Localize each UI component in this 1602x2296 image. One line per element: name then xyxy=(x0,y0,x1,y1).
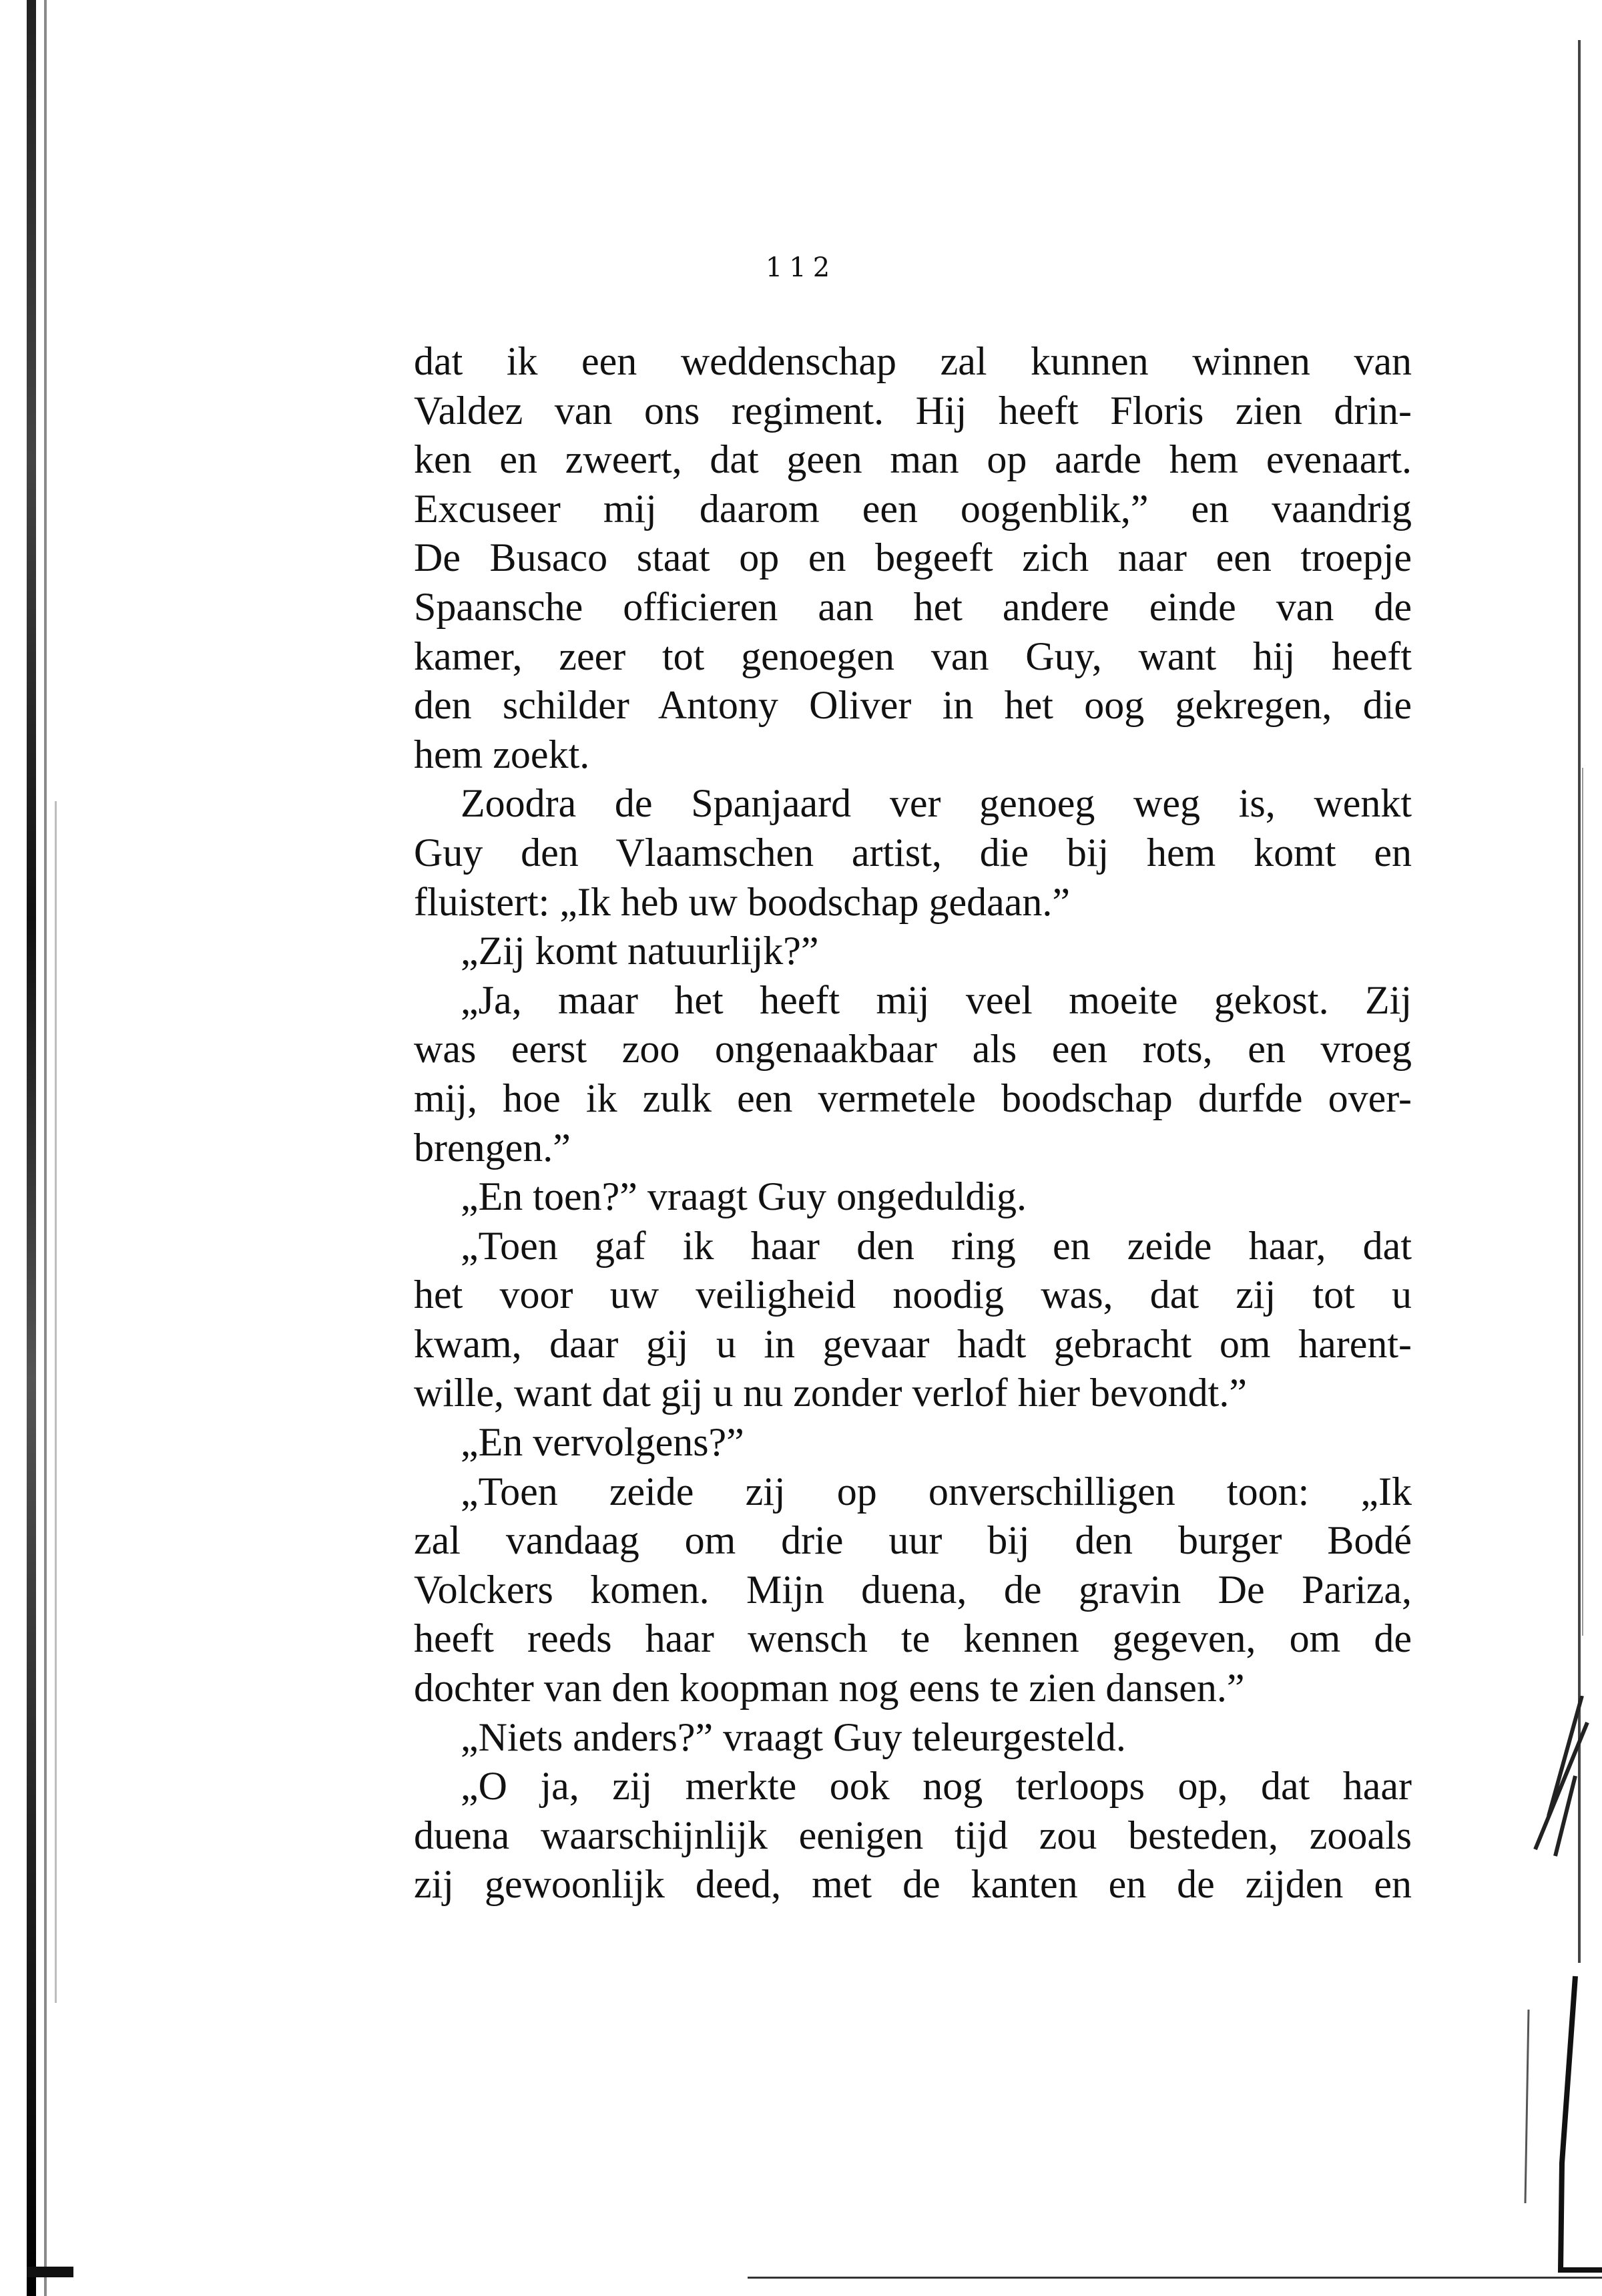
scan-edge-right-faint xyxy=(1582,768,1583,1636)
text-line: dochter van den koopman nog eens te zien dansen.” xyxy=(414,1666,1245,1710)
scan-edge-left-shadow xyxy=(44,0,47,2296)
scan-corner-marks xyxy=(1509,1696,1602,2283)
text-line: dat ik een weddenschap zal kunnen winnen van xyxy=(414,339,1412,383)
text-line: „En toen?” vraagt Guy ongeduldig. xyxy=(461,1174,1027,1219)
scan-edge-right xyxy=(1578,40,1581,1963)
scan-edge-left-faint xyxy=(55,801,57,2003)
text-line: kwam, daar gij u in gevaar hadt gebracht om harent- xyxy=(414,1321,1412,1366)
text-line: ken en zweert, dat geen man op aarde hem evenaart. xyxy=(414,437,1412,482)
text-line: wille, want dat gij u nu zonder verlof hier bevondt.” xyxy=(414,1371,1247,1415)
body-text xyxy=(414,337,1412,1909)
text-line: „Toen zeide zij op onverschilligen toon: „Ik xyxy=(461,1469,1412,1514)
text-line: mij, hoe ik zulk een vermetele boodschap durfde over- xyxy=(414,1076,1412,1120)
text-line: zal vandaag om drie uur bij den burger Bodé xyxy=(414,1518,1412,1563)
text-line: den schilder Antony Oliver in het oog gekregen, die xyxy=(414,683,1412,728)
text-line: het voor uw veiligheid noodig was, dat zij tot u xyxy=(414,1273,1412,1317)
text-line: „Toen gaf ik haar den ring en zeide haar, dat xyxy=(461,1223,1412,1268)
text-line: „Ja, maar het heeft mij veel moeite gekost. Zij xyxy=(461,977,1412,1022)
text-line: hem zoekt. xyxy=(414,732,590,776)
page-number: 112 xyxy=(765,252,837,283)
text-line: De Busaco staat op en begeeft zich naar een troepje xyxy=(414,535,1412,580)
text-line: „Zij komt natuurlijk?” xyxy=(461,929,819,973)
text-line: Guy den Vlaamschen artist, die bij hem komt en xyxy=(414,830,1412,875)
text-line: heeft reeds haar wensch te kennen gegeven, om de xyxy=(414,1616,1412,1661)
text-line: „Niets anders?” vraagt Guy teleurgesteld. xyxy=(461,1714,1126,1759)
text-line: Spaansche officieren aan het andere einde van de xyxy=(414,584,1412,629)
text-line: duena waarschijnlijk eenigen tijd zou besteden, zooals xyxy=(414,1813,1412,1857)
text-line: zij gewoonlijk deed, met de kanten en de zijden en xyxy=(414,1862,1412,1907)
scan-edge-bottom-left xyxy=(27,2267,73,2277)
text-line: „En vervolgens?” xyxy=(461,1420,744,1465)
text-line: „O ja, zij merkte ook nog terloops op, dat haar xyxy=(461,1764,1412,1809)
scan-edge-left xyxy=(27,0,36,2296)
text-line: Valdez van ons regiment. Hij heeft Floris zien drin- xyxy=(414,388,1412,433)
text-line: Zoodra de Spanjaard ver genoeg weg is, wenkt xyxy=(461,781,1412,826)
text-line: brengen.” xyxy=(414,1125,571,1170)
text-line: Volckers komen. Mijn duena, de gravin De Pariza, xyxy=(414,1567,1412,1612)
text-line: kamer, zeer tot genoegen van Guy, want hij heeft xyxy=(414,634,1412,678)
scan-edge-bottom xyxy=(748,2277,1602,2279)
text-line: was eerst zoo ongenaakbaar als een rots, en vroeg xyxy=(414,1027,1412,1072)
text-line: Excuseer mij daarom een oogenblik,” en vaandrig xyxy=(414,486,1412,531)
text-line: fluistert: „Ik heb uw boodschap gedaan.” xyxy=(414,879,1070,924)
